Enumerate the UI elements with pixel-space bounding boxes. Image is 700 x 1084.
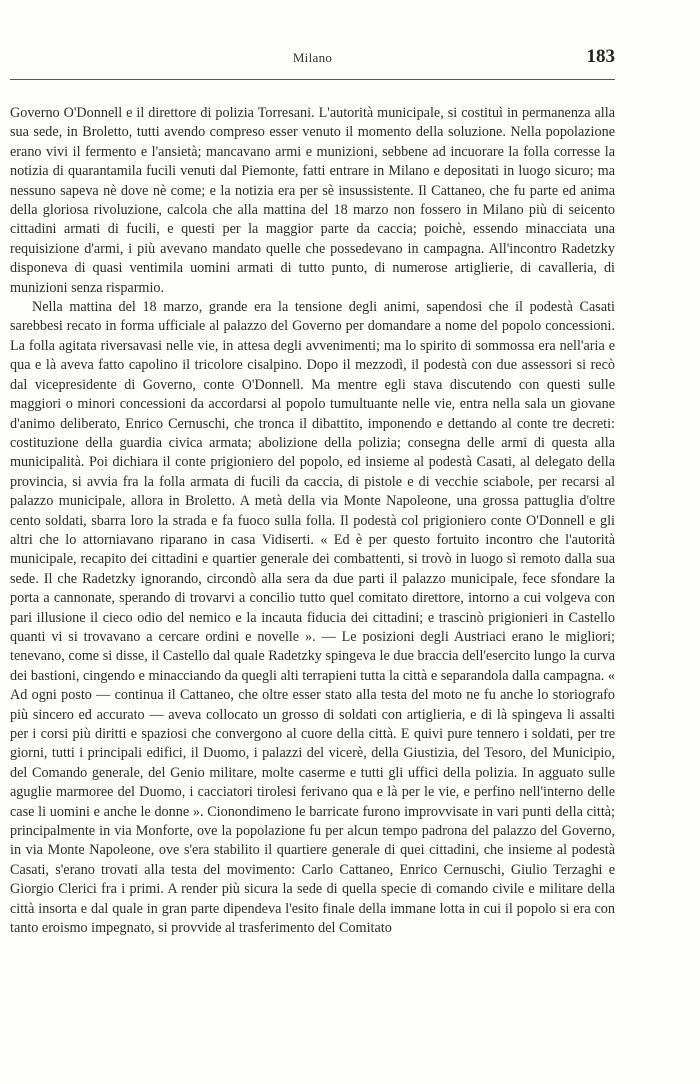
running-head xyxy=(10,46,615,72)
paragraph-continued: Governo O'Donnell e il direttore di polizia Torresani. L'autorità municipale, si costituì in permanenza alla sua sede, in Broletto, tutti avendo compreso esser venuto il momento della soluzione. Nella popolazione erano vivi il fermento e l'ansietà; mancavano armi e munizioni, sebbene ad incuorare la folla corresse la notizia di quarantamila fucili venuti dal Piemonte, fatti entrare in Milano e depositati in luogo sicuro; ma nessuno sapeva nè dove nè come; e la notizia era per sè insussistente. Il Cattaneo, che fu parte ed anima della gloriosa rivoluzione, calcola che alla mattina del 18 marzo non fossero in Milano più di seicento cittadini armati di fucili, e questi per la maggior parte da caccia; poichè, essendo minacciata una requisizione d'armi, i più avevano mandato quelle che possedevano in campagna. All'incontro Radetzky disponeva di quasi ventimila uomini armati di tutto punto, di numerose artiglierie, di cavalleria, di munizioni senza risparmio. xyxy=(10,105,615,296)
body-text xyxy=(10,104,615,938)
running-title: Milano xyxy=(292,50,333,65)
paragraph: Nella mattina del 18 marzo, grande era la tensione degli animi, sapendosi che il podestà Casati sarebbesi recato in forma ufficiale al palazzo del Governo per domandare a nome del popolo concessioni. La folla agitata riversavasi nelle vie, in attesa degli avvenimenti; ma lo spirito di sommossa era nell'aria e qua e là aveva fatto capolino il tricolore cisalpino. Dopo il mezzodì, il podestà con due assessori si recò dal vicepresidente di Governo, conte O'Donnell. Ma mentre egli stava discutendo con questi sulle maggiori o minori concessioni da accordarsi al popolo tumultuante nelle vie, entra nella sala un giovane d'animo deliberato, Enrico Cernuschi, che tronca il dibattito, imponendo e dettando al conte tre decreti: costituzione della guardia civica armata; abolizione della polizia; consegna delle armi di questa alla municipalità. Poi dichiara il conte prigioniero del popolo, ed insieme al podestà Casati, al delegato della provincia, si avvia fra la folla armata di fucili da caccia, di pistole e di vecchie sciabole, per recarsi al palazzo municipale, allora in Broletto. A metà della via Monte Napoleone, una grossa pattuglia d'oltre cento soldati, sbarra loro la strada e fa fuoco sulla folla. Il podestà col prigioniero conte O'Donnell e gli altri che lo attorniavano riparano in casa Vidiserti. « Ed è per questo fortuito incontro che l'autorità municipale, recapito dei cittadini e quartier generale dei combattenti, si trovò in luogo sì remoto dalla sua sede. Il che Radetzky ignorando, circondò alla sera da due parti il palazzo municipale, fece sfondare la porta a cannonate, sperando di trovarvi a concilio tutto quel comitato direttore, intorno a cui volgeva con pari illusione il cieco odio del nemico e la incauta fiducia dei cittadini; e trascinò prigionieri in Castello quanti vi si trovavano a cercare ordini e novelle ». — Le posizioni degli Austriaci erano le migliori; tenevano, come si disse, il Castello dal quale Radetzky spingeva le due braccia dell'esercito lungo la curva dei bastioni, cingendo e minacciando da quegli alti terrapieni tutta la città e separandola dalla campagna. « Ad ogni posto — continua il Cattaneo, che oltre esser stato alla testa del moto ne fu anche lo storiografo più sincero ed accurato — aveva collocato un grosso di soldati con artiglieria, e di là spingeva li assalti per i corsi più diritti e spaziosi che convergono al cuore della città. E quivi pure tennero i soldati, per tre giorni, tutti i principali edifici, il Duomo, i palazzi del vicerè, della Giustizia, del Tesoro, del Municipio, del Comando generale, del Genio militare, molte caserme e tutti gli uffici della polizia. In agguato sulle aguglie marmoree del Duomo, i cacciatori tirolesi ferivano qua e là per le vie, e perfino nell'interno delle case li uomini e anche le donne ». Cionondimeno le barricate furono improvvisate in vari punti della città; principalmente in via Monforte, ove la popolazione fu per alcun tempo padrona del palazzo del Governo, in via Monte Napoleone, ove s'era stabilito il quartiere generale di quei cittadini, che insieme al podestà Casati, s'erano trovati alla testa del movimento: Carlo Cattaneo, Enrico Cernuschi, Giulio Terzaghi e Giorgio Clerici fra i primi. A render più sicura la sede di quella specie di comando civile e militare della città insorta e dal quale in gran parte dipendeva l'esito finale della immane lotta in cui il popolo si era con tanto eroismo impegnato, si provvide al trasferimento del Comitato xyxy=(10,299,615,937)
header-rule xyxy=(10,79,615,80)
page-number: 183 xyxy=(586,46,615,67)
